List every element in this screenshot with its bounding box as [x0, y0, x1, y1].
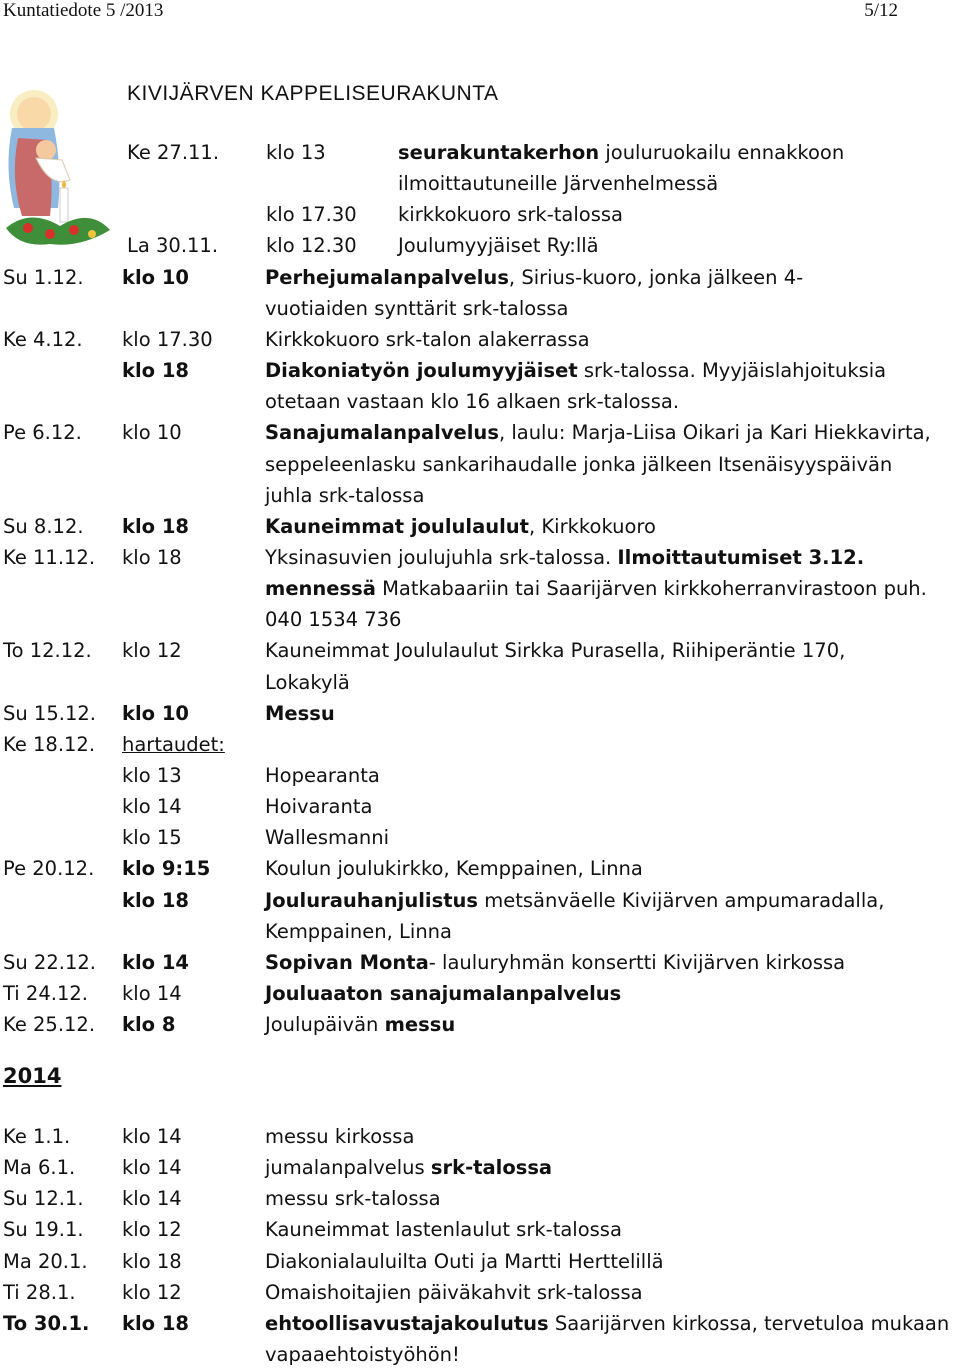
event-time: klo 13 — [266, 141, 326, 164]
event-time: klo 12 — [122, 1218, 182, 1242]
event-time: hartaudet: — [122, 732, 225, 756]
event-date: To 30.1. — [3, 1311, 90, 1335]
event-description: Omaishoitajien päiväkahvit srk-talossa — [265, 1280, 643, 1304]
event-description: Lokakylä — [265, 670, 350, 694]
event-description: 040 1534 736 — [265, 608, 402, 632]
event-date: Su 12.1. — [3, 1187, 84, 1211]
event-time: klo 14 — [122, 795, 182, 819]
event-description: mennessä Matkabaariin tai Saarijärven kirkkoherranvirastoon puh. — [265, 577, 927, 601]
event-description: Wallesmanni — [265, 826, 390, 850]
event-date: Pe 20.12. — [3, 857, 95, 881]
header-publication: Kuntatiedote 5 /2013 — [3, 0, 164, 21]
event-description: messu srk-talossa — [265, 1187, 441, 1211]
event-description: juhla srk-talossa — [265, 483, 425, 507]
event-description: Sanajumalanpalvelus, laulu: Marja-Liisa Oikari ja Kari Hiekkavirta, — [265, 421, 931, 445]
event-description: Sopivan Monta- lauluryhmän konsertti Kivijärven kirkossa — [265, 950, 846, 974]
event-description: Diakonialauluilta Outi ja Martti Herttelillä — [265, 1249, 664, 1273]
event-description: Yksinasuvien joulujuhla srk-talossa. Ilmoittautumiset 3.12. — [265, 545, 865, 569]
event-date: Ti 28.1. — [3, 1280, 76, 1304]
event-date: Ke 1.1. — [3, 1125, 71, 1148]
event-time: klo 18 — [122, 1249, 182, 1273]
event-time: klo 14 — [122, 950, 189, 974]
event-time: klo 14 — [122, 1187, 182, 1211]
event-date: Ke 27.11. — [127, 141, 220, 164]
event-date: Ke 18.12. — [3, 732, 96, 756]
event-description: Kirkkokuoro srk-talon alakerrassa — [265, 327, 590, 351]
event-time: klo 18 — [122, 514, 189, 538]
event-description: vapaaehtoistyöhön! — [265, 1343, 460, 1367]
event-description: Messu — [265, 701, 335, 725]
event-description: otetaan vastaan klo 16 alkaen srk-talossa. — [265, 390, 680, 414]
event-time: klo 15 — [122, 826, 182, 850]
event-time: klo 17.30 — [122, 327, 213, 351]
event-time: klo 9:15 — [122, 857, 211, 881]
event-description: Kauneimmat lastenlaulut srk-talossa — [265, 1218, 622, 1242]
event-description: seurakuntakerhon jouluruokailu ennakkoon — [398, 141, 845, 164]
event-date: Ma 6.1. — [3, 1156, 76, 1180]
event-description: Joulupäivän messu — [265, 1013, 456, 1037]
event-description: Joulumyyjäiset Ry:llä — [398, 234, 599, 258]
event-time: klo 10 — [122, 421, 182, 445]
event-time: klo 14 — [122, 982, 182, 1006]
header-page-number: 5/12 — [864, 0, 898, 21]
event-date: Ke 25.12. — [3, 1013, 96, 1037]
event-description: ehtoollisavustajakoulutus Saarijärven kirkossa, tervetuloa mukaan — [265, 1311, 950, 1335]
event-description: Joulurauhanjulistus metsänväelle Kivijärven ampumaradalla, — [265, 888, 885, 912]
event-time: klo 12 — [122, 1280, 182, 1304]
event-time: klo 18 — [122, 888, 189, 912]
event-date: Su 1.12. — [3, 265, 84, 289]
event-date: La 30.11. — [127, 234, 219, 258]
madonna-christmas-clipart-icon — [0, 88, 120, 263]
event-description: Kemppainen, Linna — [265, 919, 452, 943]
event-description: Diakoniatyön joulumyyjäiset srk-talossa. Myyjäislahjoituksia — [265, 359, 887, 383]
event-description: Hoivaranta — [265, 795, 373, 819]
event-time: klo 10 — [122, 701, 189, 725]
event-description: Koulun joulukirkko, Kemppainen, Linna — [265, 857, 643, 881]
event-date: Ma 20.1. — [3, 1249, 88, 1273]
event-date: Su 8.12. — [3, 514, 84, 538]
event-description: jumalanpalvelus srk-talossa — [265, 1156, 553, 1180]
year-heading: 2014 — [3, 1064, 62, 1088]
event-date: Ti 24.12. — [3, 982, 88, 1006]
event-description: vuotiaiden synttärit srk-talossa — [265, 296, 569, 320]
event-description: ilmoittautuneille Järvenhelmessä — [398, 172, 719, 196]
event-time: klo 10 — [122, 265, 189, 289]
event-time: klo 18 — [122, 545, 182, 569]
event-date: Ke 4.12. — [3, 327, 83, 351]
event-description: Kauneimmat joululaulut, Kirkkokuoro — [265, 514, 656, 538]
event-date: To 12.12. — [3, 639, 92, 663]
event-description: kirkkokuoro srk-talossa — [398, 203, 623, 227]
event-description: seppeleenlasku sankarihaudalle jonka jälkeen Itsenäisyyspäivän — [265, 452, 893, 476]
event-description: Hopearanta — [265, 764, 380, 787]
event-description: Kauneimmat Joululaulut Sirkka Purasella, Riihiperäntie 170, — [265, 639, 846, 663]
event-date: Su 22.12. — [3, 950, 96, 974]
event-date: Su 19.1. — [3, 1218, 84, 1242]
event-description: messu kirkossa — [265, 1125, 415, 1148]
event-time: klo 8 — [122, 1013, 176, 1037]
event-time: klo 17.30 — [266, 203, 357, 227]
event-time: klo 12 — [122, 639, 182, 663]
event-time: klo 13 — [122, 764, 182, 787]
event-time: klo 12.30 — [266, 234, 357, 258]
event-date: Ke 11.12. — [3, 545, 96, 569]
event-time: klo 14 — [122, 1125, 182, 1148]
event-description: Perhejumalanpalvelus, Sirius-kuoro, jonka jälkeen 4- — [265, 265, 804, 289]
event-date: Pe 6.12. — [3, 421, 82, 445]
page-title: KIVIJÄRVEN KAPPELISEURAKUNTA — [127, 82, 499, 105]
event-description: Jouluaaton sanajumalanpalvelus — [265, 982, 622, 1006]
event-time: klo 18 — [122, 359, 189, 383]
event-time: klo 18 — [122, 1311, 189, 1335]
event-date: Su 15.12. — [3, 701, 96, 725]
event-time: klo 14 — [122, 1156, 182, 1180]
